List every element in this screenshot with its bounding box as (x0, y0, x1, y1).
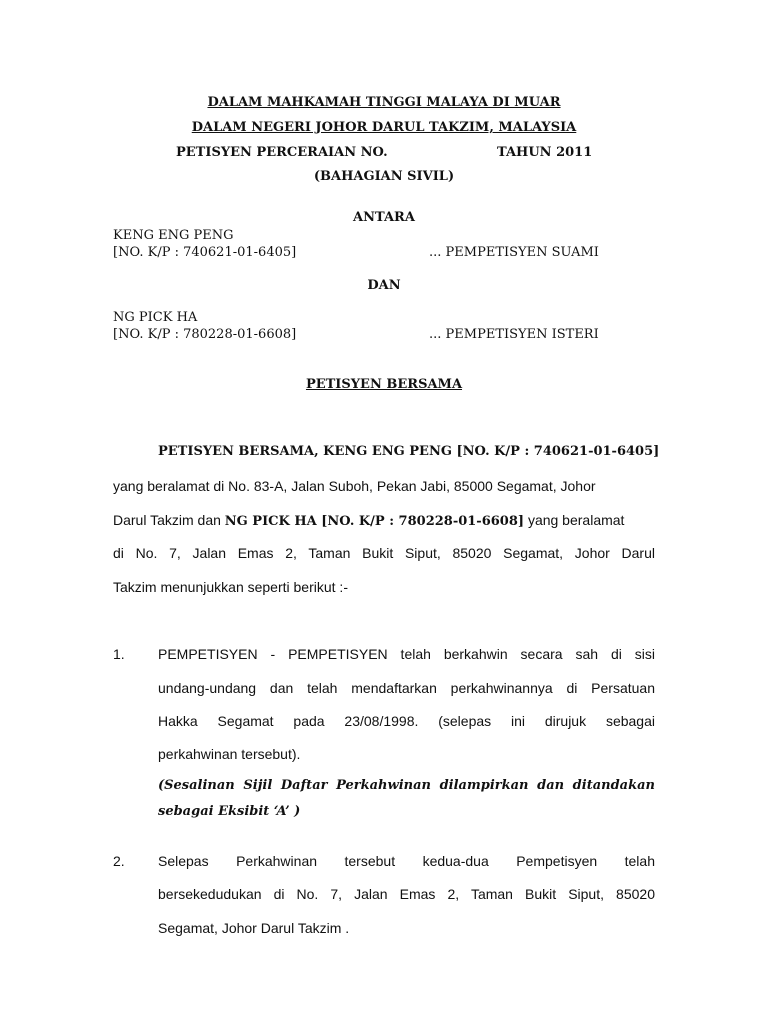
paragraph-2-line-2 (158, 886, 655, 902)
paragraph-1-line-2-text: undang-undang dan telah mendaftarkan perkahwinannya di Persatuan (158, 680, 655, 696)
intro-line-4-text: di No. 7, Jalan Emas 2, Taman Bukit Siput, 85020 Segamat, Johor Darul (113, 545, 655, 561)
petitioner1-role: ... PEMPETISYEN SUAMI (429, 245, 599, 260)
paragraph-1-line-4: perkahwinan tersebut). (158, 746, 301, 762)
court-title: DALAM MAHKAMAH TINGGI MALAYA DI MUAR (207, 95, 561, 110)
petitioner2-ic: [NO. K/P : 780228-01-6608] (113, 327, 297, 342)
paragraph-1-line-1-text: PEMPETISYEN - PEMPETISYEN telah berkahwin secara sah di sisi (158, 646, 655, 662)
petitioner2-name: NG PICK HA (113, 310, 198, 325)
intro-petitioner2: NG PICK HA [NO. K/P : 780228-01-6608] (224, 514, 525, 529)
paragraph-1-number: 1. (113, 646, 125, 662)
and-label: DAN (367, 278, 401, 293)
petition-year-label: TAHUN 2011 (497, 145, 593, 160)
intro-line-5: Takzim menunjukkan seperti berikut :- (113, 579, 348, 595)
paragraph-2-number: 2. (113, 853, 125, 869)
petition-number-label: PETISYEN PERCERAIAN NO. (176, 145, 388, 160)
intro-comma: , (314, 444, 319, 459)
petitioner1-ic: [NO. K/P : 740621-01-6405] (113, 245, 297, 260)
paragraph-1-note-line-1-text: (Sesalinan Sijil Daftar Perkahwinan dilampirkan dan ditandakan (158, 778, 655, 793)
intro-line-2: yang beralamat di No. 83-A, Jalan Suboh, Pekan Jabi, 85000 Segamat, Johor (113, 478, 596, 494)
intro-petitioner1: KENG ENG PENG [NO. K/P : 740621-01-6405] (323, 444, 660, 459)
document-title: PETISYEN BERSAMA (305, 377, 463, 392)
paragraph-2-line-1-text: Selepas Perkahwinan tersebut kedua-dua Pempetisyen telah (158, 853, 655, 869)
petitioner1-name: KENG ENG PENG (113, 228, 234, 243)
paragraph-2-line-2-text: bersekedudukan di No. 7, Jalan Emas 2, Taman Bukit Siput, 85020 (158, 886, 655, 902)
paragraph-1-line-2 (158, 680, 655, 696)
paragraph-1-note-line-1 (158, 778, 655, 793)
division-label: (BAHAGIAN SIVIL) (313, 169, 455, 184)
paragraph-2-line-1 (158, 853, 655, 869)
petitioner2-role: ... PEMPETISYEN ISTERI (429, 327, 599, 342)
paragraph-1-line-3 (158, 713, 655, 729)
paragraph-1-line-1 (158, 646, 655, 662)
intro-line-3-b: yang beralamat (527, 512, 625, 528)
intro-lead: PETISYEN BERSAMA (158, 444, 315, 459)
intro-line-3-a: Darul Takzim dan (113, 512, 221, 528)
state-title: DALAM NEGERI JOHOR DARUL TAKZIM, MALAYSIA (191, 120, 577, 135)
between-label: ANTARA (353, 210, 415, 225)
paragraph-2-line-3: Segamat, Johor Darul Takzim . (158, 920, 350, 936)
intro-line-1 (158, 444, 659, 459)
paragraph-1-line-3-text: Hakka Segamat pada 23/08/1998. (selepas ini dirujuk sebagai (158, 713, 655, 729)
intro-line-3 (113, 512, 624, 529)
intro-line-4 (113, 545, 655, 561)
paragraph-1-note-line-2: sebagai Eksibit ‘A’ ) (158, 804, 301, 819)
